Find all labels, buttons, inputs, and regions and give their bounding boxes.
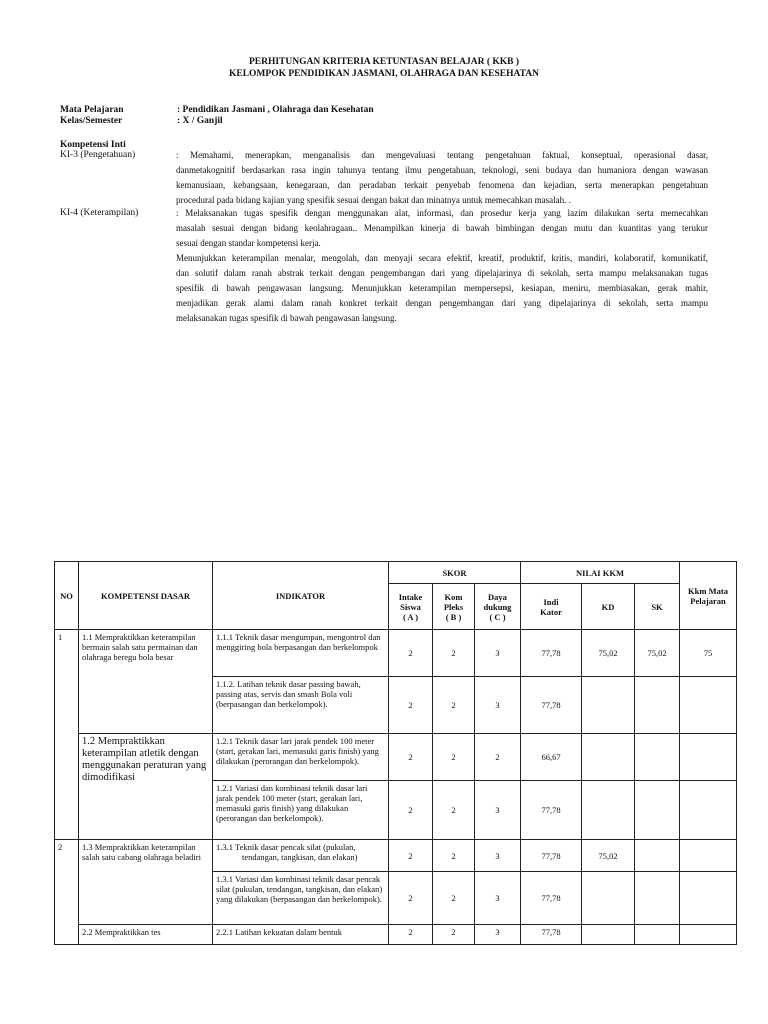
nilai-kd-empty [582,734,635,781]
ki3-line: kemanusiaan, kebangsaan, kenegaraan, dan peradaban terkait penyebab fenomena dan kejadian, serta menerapkan pengetahuan [176,180,708,190]
ki4-line: menjadikan gerak alami dalam ranah konkret terkait dengan pengembangan dari yang dipelajarinya di sekolah, serta mampu [176,298,708,308]
score-b: 2 [433,734,475,781]
score-a: 2 [389,630,433,677]
nilai-kd-empty [582,677,635,734]
nilai-sk-empty [635,872,680,925]
kkm-mapel-empty [680,677,737,734]
score-a: 2 [389,781,433,840]
header-kkm-mapel-2: Pelajaran [690,595,726,606]
ki4-line: dan solutif dalam ranah abstrak terkait dengan pengembangan dari yang dipelajarinya di sekolah, serta mampu melaksanakan tugas [176,268,708,278]
nilai-indikator: 77,78 [521,781,582,840]
indikator-cell: 1.3.1 Variasi dan kombinasi teknik dasar pencak silat (pukulan, tendangan, tangkisan, dan elakan) yang dilakukan (berpasangan dan berkelompok). [213,872,389,925]
nilai-kd-empty [582,925,635,945]
score-c: 3 [475,840,521,872]
header-daya-2: dukung [483,601,512,612]
score-c: 3 [475,630,521,677]
table-header-row [55,562,737,584]
nilai-indikator: 77,78 [521,925,582,945]
score-b: 2 [433,630,475,677]
table-row [55,925,737,945]
nilai-indikator: 66,67 [521,734,582,781]
table-row [55,630,737,677]
table-row [55,734,737,781]
score-c: 3 [475,925,521,945]
ki4-line: spesifik di bawah pengawasan langsung. Menunjukkan keterampilan mempersepsi, kesiapan, meniru, membiasakan, gerak mahir, [176,283,708,293]
mapel-value: : Pendidikan Jasmani , Olahraga dan Kesehatan [177,105,374,115]
ki4-line: Menunjukkan keterampilan menalar, mengolah, dan menyaji secara efektif, kreatif, produktif, kritis, mandiri, kolaboratif, komunikatif, [176,253,708,263]
nilai-kd-empty [582,781,635,840]
indikator-line: tendangan, tangkisan, dan elakan) [242,852,358,862]
score-a: 2 [389,677,433,734]
indikator-cell: 2.2.1 Latihan kekuatan dalam bentuk [213,925,389,945]
kompetensi-dasar-cell: 1.1 Mempraktikkan keterampilan bermain salah satu permainan dan olahraga beregu bola besar [79,630,213,734]
score-c: 2 [475,734,521,781]
kkm-table [54,561,737,945]
row-no: 1 [55,630,79,840]
header-intake-1: Intake [398,591,423,602]
ki3-line: danmetakognitif berdasarkan rasa ingin tahunya tentang ilmu pengetahuan, teknologi, seni budaya dan humaniora dengan wawasan [176,165,708,175]
kelas-value: : X / Ganjil [177,116,223,126]
score-b: 2 [433,925,475,945]
indikator-cell: 1.2.1 Teknik dasar lari jarak pendek 100 meter (start, gerakan lari, memasuki garis finish) yang dilakukan (perorangan dan berkelompok). [213,734,389,781]
score-a: 2 [389,872,433,925]
ki4-text [176,206,708,326]
header-indikator-nilai [521,584,582,630]
header-kd: KD [582,584,635,630]
header-indi-2: Kator [540,606,562,617]
nilai-indikator: 77,78 [521,840,582,872]
header-no: NO [55,562,79,630]
header-kompleks [433,584,475,630]
nilai-kd: 75,02 [582,840,635,872]
score-c: 3 [475,677,521,734]
kompetensi-dasar-cell: 2.2 Mempraktikkan tes [79,925,213,945]
header-indi-1: Indi [543,596,559,607]
kkm-mapel-empty [680,781,737,840]
nilai-indikator: 77,78 [521,872,582,925]
ki4-label: KI-4 (Keterampilan) [60,208,139,218]
score-c: 3 [475,872,521,925]
title-line-2: KELOMPOK PENDIDIKAN JASMANI, OLAHRAGA DAN KESEHATAN [228,69,539,79]
header-intake [389,584,433,630]
ki3-label: KI-3 (Pengetahuan) [60,150,136,160]
header-kkm-mapel [680,562,737,630]
score-a: 2 [389,734,433,781]
header-nilai-kkm: NILAI KKM [521,562,680,584]
ki4-line: sesuai dengan standar kompetensi kerja. [176,238,321,248]
score-b: 2 [433,840,475,872]
score-b: 2 [433,781,475,840]
ki3-line: : Memahami, menerapkan, menganalisis dan mengevaluasi tentang pengetahuan faktual, konseptual, operasional dasar, [176,150,708,160]
nilai-sk-empty [635,925,680,945]
header-kompetensi-dasar: KOMPETENSI DASAR [79,562,213,630]
kompetensi-dasar-cell: 1.3 Mempraktikkan keterampilan salah satu cabang olahraga beladiri [79,840,213,925]
header-daya-1: Daya [488,591,507,602]
kkm-mapel-value: 75 [680,630,737,677]
nilai-sk: 75,02 [635,630,680,677]
nilai-kd: 75,02 [582,630,635,677]
ki3-line: procedural pada bidang kajian yang spesifik sesuai dengan bakat dan minatnya untuk memecahkan masalah. . [176,195,571,205]
nilai-sk-empty [635,840,680,872]
ki3-text [176,148,708,208]
score-a: 2 [389,840,433,872]
ki4-line: : Melaksanakan tugas spesifik dengan menggunakan alat, informasi, dan prosedur kerja yang lazim dilakukan serta memecahkan [176,208,708,218]
kkm-mapel-empty [680,734,737,781]
table-row [55,840,737,872]
header-daya-3: ( C ) [489,611,506,622]
header-sk: SK [635,584,680,630]
nilai-indikator: 77,78 [521,630,582,677]
kkm-mapel-empty [680,840,737,872]
score-b: 2 [433,677,475,734]
header-kom-1: Kom [444,591,463,602]
header-indikator: INDIKATOR [213,562,389,630]
header-skor: SKOR [389,562,521,584]
header-kkm-mapel-1: Kkm Mata [688,585,728,596]
ki-heading: Kompetensi Inti [60,140,126,150]
nilai-kd-empty [582,872,635,925]
kkm-mapel-empty [680,925,737,945]
score-c: 3 [475,781,521,840]
ki4-line: melaksanakan tugas spesifik di bawah pengawasan langsung. [176,313,397,323]
header-intake-3: ( A ) [402,611,419,622]
nilai-sk-empty [635,734,680,781]
ki4-line: masalah sesuai dengan bidang keolahragaan.. Menampilkan kinerja di bawah bimbingan dengan mutu dan kuantitas yang terukur [176,223,708,233]
header-intake-2: Siswa [400,601,421,612]
title-line-1: PERHITUNGAN KRITERIA KETUNTASAN BELAJAR ( KKB ) [248,57,520,67]
indikator-cell [213,840,389,872]
header-daya-dukung [475,584,521,630]
indikator-line: 1.3.1 Teknik dasar pencak silat (pukulan, [216,842,356,852]
kkm-mapel-empty [680,872,737,925]
nilai-sk-empty [635,781,680,840]
score-a: 2 [389,925,433,945]
header-kom-2: Pleks [443,601,464,612]
kelas-label: Kelas/Semester [60,116,123,126]
kompetensi-dasar-cell: 1.2 Mempraktikkan keterampilan atletik dengan menggunakan peraturan yang dimodifikasi [79,734,213,840]
score-b: 2 [433,872,475,925]
row-no: 2 [55,840,79,945]
indikator-cell: 1.1.1 Teknik dasar mengumpan, mengontrol dan menggiring bola berpasangan dan berkelompok [213,630,389,677]
indikator-cell: 1.2.1 Variasi dan kombinasi teknik dasar lari jarak pendek 100 meter (start, gerakan lari, memasuki garis finish) yang dilakukan (perorangan dan berkelompok). [213,781,389,840]
nilai-sk-empty [635,677,680,734]
indikator-cell: 1.1.2. Latihan teknik dasar passing bawah, passing atas, servis dan smash Bola voli (berpasangan dan berkelompok). [213,677,389,734]
nilai-indikator: 77,78 [521,677,582,734]
header-kom-3: ( B ) [445,611,462,622]
mapel-label: Mata Pelajaran [60,105,124,115]
